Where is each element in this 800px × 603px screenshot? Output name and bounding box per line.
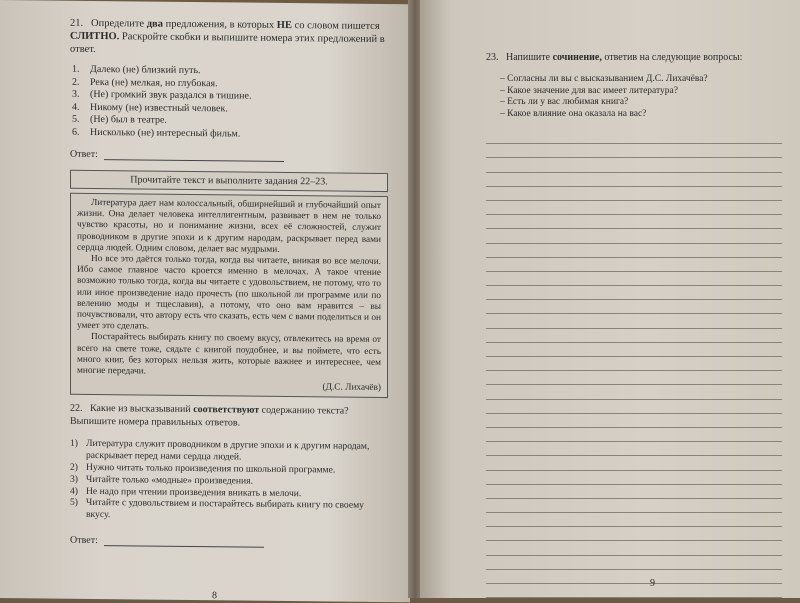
writing-line[interactable] — [486, 400, 782, 414]
question-number: 22. — [70, 403, 83, 415]
writing-line[interactable] — [486, 456, 782, 470]
writing-line[interactable] — [486, 201, 782, 215]
writing-line[interactable] — [486, 556, 782, 570]
writing-line[interactable] — [486, 442, 782, 456]
question-21-text: 21. Определите два предложения, в которых НЕ со словом пишется СЛИТНО. Раскройте скобки и выпишите номера этих предложений в ответ. — [70, 17, 385, 56]
list-item: 4. Никому (не) известный человек. — [72, 101, 228, 114]
list-item: – Согласны ли вы с высказыванием Д.С. Лихачёва? — [500, 74, 782, 86]
writing-line[interactable] — [486, 428, 782, 442]
writing-line[interactable] — [486, 541, 782, 555]
question-number: 23. — [486, 52, 499, 63]
right-page — [420, 0, 800, 598]
passage-paragraph: Но все это даётся только тогда, когда вы читаете, вникая во все мелочи. Ибо самое главное часто кроется именно в мелочах. А такое чтение возможно только тогда, когда вы читаете с удовольствием, не потому, что то или иное произведение надо прочесть (по школьной ли программе или по велению моды и тщеславия), а потому, что оно вам нравится – вы почувствовали, что автору есть что сказать, есть чем с вами поделиться и он умеет это сделать. — [77, 253, 381, 332]
writing-line[interactable] — [486, 357, 782, 371]
reading-passage — [70, 193, 388, 399]
writing-line[interactable] — [486, 385, 782, 399]
writing-line[interactable] — [486, 130, 782, 144]
list-item: 1. Далеко (не) близкий путь. — [72, 63, 201, 77]
list-item: 4) Не надо при чтении произведения вникать в мелочи. — [70, 485, 302, 499]
writing-line[interactable] — [486, 258, 782, 272]
writing-line[interactable] — [486, 300, 782, 314]
writing-line[interactable] — [486, 570, 782, 584]
writing-line[interactable] — [486, 173, 782, 187]
page-number: 9 — [650, 578, 655, 589]
list-item: 5. (Не) был в театре. — [72, 113, 167, 126]
list-item: 1) Литература служит проводником в другие эпохи и к другим народам, раскрывает перед нами сердца людей. — [70, 438, 370, 463]
list-item: 2) Нужно читать только произведения по школьной программе. — [70, 461, 336, 476]
writing-line[interactable] — [486, 158, 782, 172]
answer-22 — [70, 535, 388, 549]
writing-line[interactable] — [486, 513, 782, 527]
list-item: 2. Река (не) мелкая, но глубокая. — [72, 76, 218, 89]
question-22-text: 22. Какие из высказываний соответствуют содержанию текста? Выпишите номера правильных ответов. — [70, 403, 349, 429]
list-item: 3) Читайте только «модные» произведения. — [70, 473, 253, 487]
writing-line[interactable] — [486, 527, 782, 541]
page-number: 8 — [212, 590, 217, 602]
writing-line[interactable] — [486, 286, 782, 300]
answer-21 — [70, 149, 388, 163]
list-item: 3. (Не) громкий звук раздался в тишине. — [72, 88, 252, 102]
writing-lines[interactable] — [486, 130, 782, 598]
writing-line[interactable] — [486, 229, 782, 243]
answer-label: Ответ: — [70, 148, 98, 161]
writing-line[interactable] — [486, 584, 782, 598]
writing-line[interactable] — [486, 244, 782, 258]
writing-line[interactable] — [486, 187, 782, 201]
answer-line[interactable] — [104, 535, 264, 548]
writing-line[interactable] — [486, 499, 782, 513]
list-item: – Какое влияние она оказала на вас? — [500, 109, 782, 121]
writing-line[interactable] — [486, 414, 782, 428]
writing-line[interactable] — [486, 485, 782, 499]
list-item: 5) Читайте с удовольствием и постарайтесь выбирать книгу по своему вкусу. — [70, 497, 364, 521]
writing-line[interactable] — [486, 371, 782, 385]
answer-line[interactable] — [104, 149, 284, 162]
list-item: – Какое значение для вас имеет литература? — [500, 86, 782, 98]
passage-author: (Д.С. Лихачёв) — [322, 382, 381, 394]
question-23-text: 23. Напишите сочинение, ответив на следующие вопросы: — [486, 52, 743, 63]
instruction-box: Прочитайте текст и выполните задания 22–23. — [70, 170, 388, 192]
writing-line[interactable] — [486, 343, 782, 357]
question-23-items — [486, 74, 782, 120]
question-21-options — [70, 64, 388, 142]
writing-line[interactable] — [486, 329, 782, 343]
passage-paragraph: Постарайтесь выбирать книгу по своему вкусу, отвлекитесь на время от всего на свете тоже, сядьте с книгой поудобнее, и вы поймете, что есть много книг, без которых нельзя жить, которые важнее и интереснее, чем многие передачи. — [77, 332, 381, 377]
writing-line[interactable] — [486, 144, 782, 158]
writing-line[interactable] — [486, 272, 782, 286]
question-22-options — [70, 438, 388, 524]
writing-line[interactable] — [486, 215, 782, 229]
writing-line[interactable] — [486, 471, 782, 485]
passage-paragraph: Литература дает нам колоссальный, обширнейший и глубочайший опыт жизни. Она делает человека интеллигентным, развивает в нем не только чувство красоты, но и понимание жизни, всех её сложностей, служит проводником в другие эпохи и к другим народам, раскрывает перед вами сердца людей. Одним словом, делает вас мудрыми. — [77, 197, 381, 255]
list-item: – Есть ли у вас любимая книга? — [500, 97, 782, 109]
writing-line[interactable] — [486, 314, 782, 328]
list-item: 6. Нисколько (не) интересный фильм. — [72, 126, 241, 140]
answer-label: Ответ: — [70, 534, 98, 547]
question-number: 21. — [70, 17, 84, 29]
